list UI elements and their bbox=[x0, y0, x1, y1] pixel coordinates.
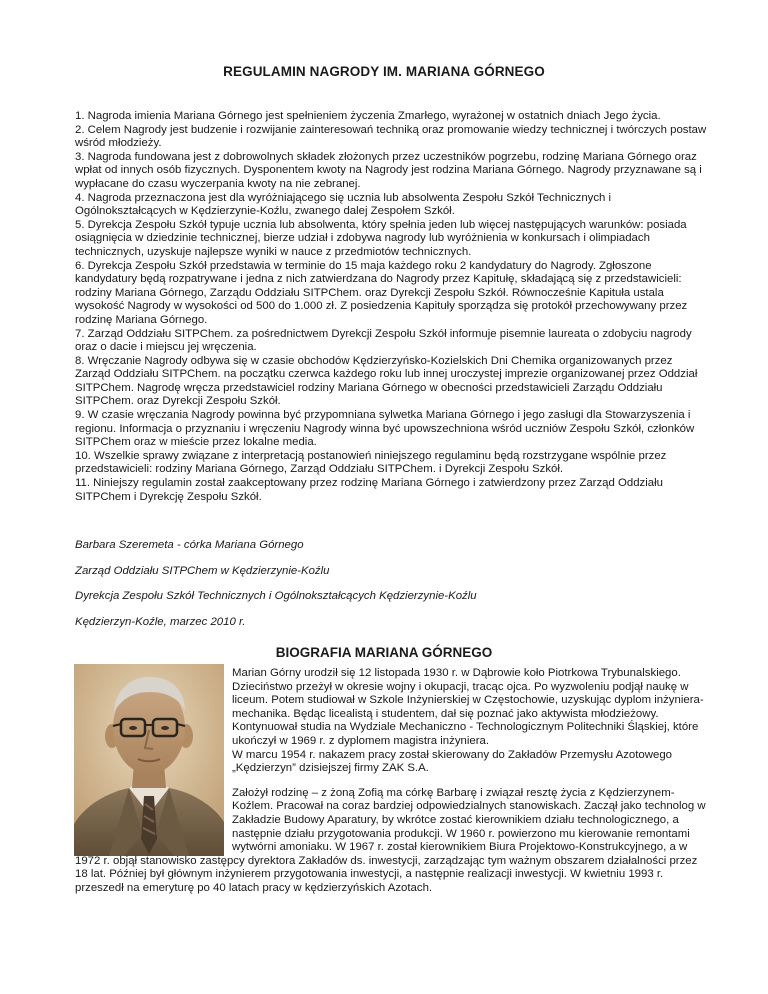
rule-item: 6. Dyrekcja Zespołu Szkół przedstawia w terminie do 15 maja każdego roku 2 kandydatury do Nagrody. Zgłoszone kandydatury będą rozpatrywane i jedna z nich zatwierdzana do Nagrody przez Kapitułę, składającą się z przedstawicieli: rodziny Mariana Górnego, Zarządu Oddziału SITPChem. oraz Dyrekcji Zespołu Szkół. Równocześnie Kapituła ustala wysokość Nagrody w wysokości od 500 do 1.000 zł. Z posiedzenia Kapituły sporządza się protokół przechowywany przez rodzinę Mariana Górnego. bbox=[75, 259, 688, 326]
rule-item: 10. Wszelkie sprawy związane z interpretacją postanowień niniejszego regulaminu będą rozstrzygane wspólnie przez przedstawicieli: rodziny Mariana Górnego, Zarząd Oddziału SITPChem. i Dyrekcji Zespołu Szkół. bbox=[75, 449, 667, 476]
biography-paragraph: Marian Górny urodził się 12 listopada 1930 r. w Dąbrowie koło Piotrkowa Trybunalskiego. Dzieciństwo przeżył w okresie wojny i okupacji, tracąc ojca. Po wyzwoleniu podjął naukę w liceum. Potem studiował w Szkole Inżynierskiej w Częstochowie, uzyskując dyplom inżyniera-mechanika. Będąc licealistą i studentem, dał się poznać jako aktywista młodzieżowy. Kontynuował studia na Wydziale Mechaniczno - Technologicznym Politechniki Śląskiej, które ukończył w 1969 r. z dyplomem magistra inżyniera. bbox=[232, 667, 704, 747]
document-title: REGULAMIN NAGRODY IM. MARIANA GÓRNEGO bbox=[223, 64, 545, 79]
rule-item: 9. W czasie wręczania Nagrody powinna być przypomniana sylwetka Mariana Górnego i jego zasługi dla Stowarzyszenia i regionu. Informacja o przyznaniu i wręczeniu Nagrody winna być upowszechniona wśród uczniów Zespołu Szkół, członków SITPChem oraz w mieście przez lokalne media. bbox=[75, 409, 695, 449]
rule-item: 2. Celem Nagrody jest budzenie i rozwijanie zainteresowań techniką oraz promowanie wiedzy technicznej i twórczych postaw wśród młodzieży. bbox=[75, 123, 707, 150]
portrait-spacer bbox=[75, 667, 232, 851]
biography-paragraph: W marcu 1954 r. nakazem pracy został skierowany do Zakładów Przemysłu Azotowego „Kędzierzyn” dzisiejszej firmy ZAK S.A. bbox=[232, 748, 672, 775]
rule-item: 11. Niniejszy regulamin został zaakceptowany przez rodzinę Mariana Górnego i zatwierdzony przez Zarząd Oddziału SITPChem i Dyrekcję Zespołu Szkół. bbox=[75, 477, 663, 503]
rules-list bbox=[75, 110, 710, 504]
signature-line: Zarząd Oddziału SITPChem w Kędzierzynie-Koźlu bbox=[75, 564, 330, 577]
rule-item: 5. Dyrekcja Zespołu Szkół typuje ucznia lub absolwenta, który spełnia jeden lub więcej następujących warunków: posiada osiągnięcia w dziedzinie technicznej, bierze udział i zdobywa nagrody lub wyróżnienia w konkursach i olimpiadach technicznych, uzyskuje najlepsze wyniki w nauce z przedmiotów technicznych. bbox=[75, 218, 687, 258]
biography-text bbox=[75, 667, 710, 907]
rule-item: 1. Nagroda imienia Mariana Górnego jest spełnieniem życzenia Zmarłego, wyrażonej w ostatnich dniach Jego życia. bbox=[75, 110, 661, 122]
signature-line: Dyrekcja Zespołu Szkół Technicznych i Ogólnokształcących Kędzierzynie-Koźlu bbox=[75, 590, 477, 603]
signature-line: Kędzierzyn-Koźle, marzec 2010 r. bbox=[75, 615, 246, 628]
rule-item: 7. Zarząd Oddziału SITPChem. za pośrednictwem Dyrekcji Zespołu Szkół informuje pisemnie laureata o zdobyciu nagrody oraz o dacie i miejscu jej wręczenia. bbox=[75, 327, 692, 354]
biography-title: BIOGRAFIA MARIANA GÓRNEGO bbox=[275, 645, 493, 660]
rule-item: 8. Wręczanie Nagrody odbywa się w czasie obchodów Kędzierzyńsko-Kozielskich Dni Chemika organizowanych przez Zarząd Oddziału SITPChem. na początku czerwca każdego roku lub innej uroczystej imprezie organizowanej przez Oddział SITPChem. Nagrodę wręcza przedstawiciel rodziny Mariana Górnego w obecności przedstawicieli Zarządu Oddziału SITPChem. oraz Dyrekcji Zespołu Szkół. bbox=[75, 354, 698, 408]
signature-line: Barbara Szeremeta - córka Mariana Górnego bbox=[75, 539, 304, 551]
biography-paragraph: Założył rodzinę – z żoną Zofią ma córkę Barbarę i związał resztę życia z Kędzierzynem-Koźlem. Pracował na coraz bardziej odpowiedzialnych stanowiskach. Zaczął jako technolog w Zakładzie Budowy Aparatury, by wkrótce zostać kierownikiem działu technologicznego, a następnie działu przygotowania produkcji. W 1960 r. powierzono mu kierowanie remontami wytwórni amoniaku. W 1967 r. został kierownikiem Biura Projektowo-Konstrukcyjnego, a w 1972 r. objął stanowisko zastępcy dyrektora Zakładów ds. inwestycji, zarządzając tym ważnym obszarem działalności przez 18 lat. Później był głównym inżynierem przygotowania inwestycji, a następnie realizacji inwestycji. W kwietniu 1993 r. przeszedł na emeryturę po 40 latach pracy w kędzierzyńskich Azotach. bbox=[75, 786, 706, 894]
rule-item: 3. Nagroda fundowana jest z dobrowolnych składek złożonych przez uczestników pogrzebu, rodzinę Mariana Górnego oraz wpłat od innych osób fizycznych. Dysponentem kwoty na Nagrody jest rodzina Mariana Górnego. Nagrody przyznawane są i wypłacane do czasu wyczerpania kwoty na nie zebranej. bbox=[75, 150, 702, 190]
rule-item: 4. Nagroda przeznaczona jest dla wyróżniającego się ucznia lub absolwenta Zespołu Szkół Technicznych i Ogólnokształcących w Kędzierzynie-Koźlu, zwanego dalej Zespołem Szkół. bbox=[75, 191, 612, 218]
signatures-block bbox=[75, 539, 710, 641]
